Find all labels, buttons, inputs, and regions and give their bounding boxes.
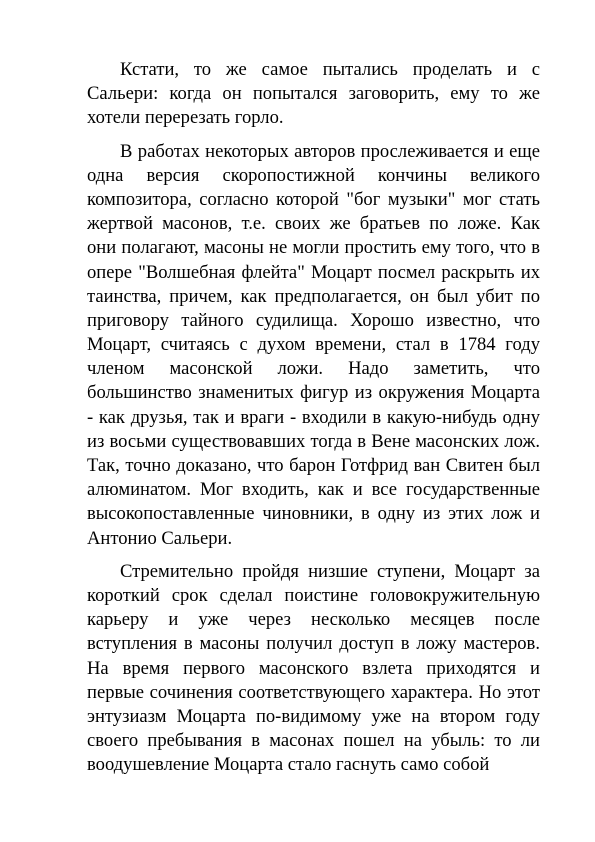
text-line: Антонио Сальери. — [87, 527, 233, 549]
text-line: На время первого масонского взлета приходятся и — [87, 657, 540, 679]
text-line: высокопоставленные чиновники, в одну из этих лож и — [87, 503, 540, 525]
paragraph-1 — [87, 58, 540, 131]
text-line: большинство знаменитых фигур из окружения Моцарта — [87, 382, 540, 404]
text-line: Кстати, то же самое пытались проделать и с — [120, 59, 540, 80]
text-line: Сальери: когда он попытался заговорить, ему то же — [87, 83, 540, 105]
text-line: карьеру и уже через несколько месяцев после — [87, 609, 540, 631]
text-line: энтузиазм Моцарта по-видимому уже на втором году — [87, 705, 540, 727]
paragraph-3 — [87, 560, 540, 778]
paragraph-gap — [87, 551, 540, 560]
text-line: короткий срок сделал поистине головокружительную — [87, 584, 540, 606]
text-line: Моцарт, считаясь с духом времени, стал в 1784 году — [87, 334, 540, 356]
text-line: алюминатом. Мог входить, как и все государственные — [87, 479, 540, 501]
text-line: композитора, согласно которой "бог музыки" мог стать — [87, 188, 540, 210]
text-line: В работах некоторых авторов прослеживается и еще — [120, 140, 540, 162]
text-line: приговору тайного судилища. Хорошо известно, что — [87, 309, 540, 331]
paragraph-2 — [87, 140, 540, 551]
text-line: хотели перерезать горло. — [87, 107, 284, 129]
text-line: первые сочинения соответствующего характера. Но этот — [87, 681, 540, 703]
paragraph-gap — [87, 131, 540, 140]
text-line: опере "Волшебная флейта" Моцарт посмел раскрыть их — [87, 261, 540, 283]
text-line: членом масонской ложи. Надо заметить, что — [87, 358, 540, 380]
text-line: Так, точно доказано, что барон Готфрид ван Свитен был — [87, 455, 540, 476]
text-line: они полагают, масоны не могли простить ему того, что в — [87, 237, 540, 259]
text-line: из восьми существовавших тогда в Вене масонских лож. — [87, 430, 540, 452]
text-line: Стремительно пройдя низшие ступени, Моцарт за — [120, 560, 540, 582]
text-line: вступления в масоны получил доступ в ложу мастеров. — [87, 633, 540, 655]
text-line: жертвой масонов, т.е. своих же братьев по ложе. Как — [87, 213, 540, 235]
text-line: одна версия скоропостижной кончины великого — [87, 164, 540, 186]
text-line: - как друзья, так и враги - входили в какую-нибудь одну — [87, 406, 540, 428]
text-line: воодушевление Моцарта стало гаснуть само собой — [87, 754, 490, 776]
text-line: своего пребывания в масонах пошел на убыль: то ли — [87, 730, 540, 752]
text-column — [87, 58, 540, 777]
text-line: таинства, причем, как предполагается, он был убит по — [87, 285, 540, 307]
